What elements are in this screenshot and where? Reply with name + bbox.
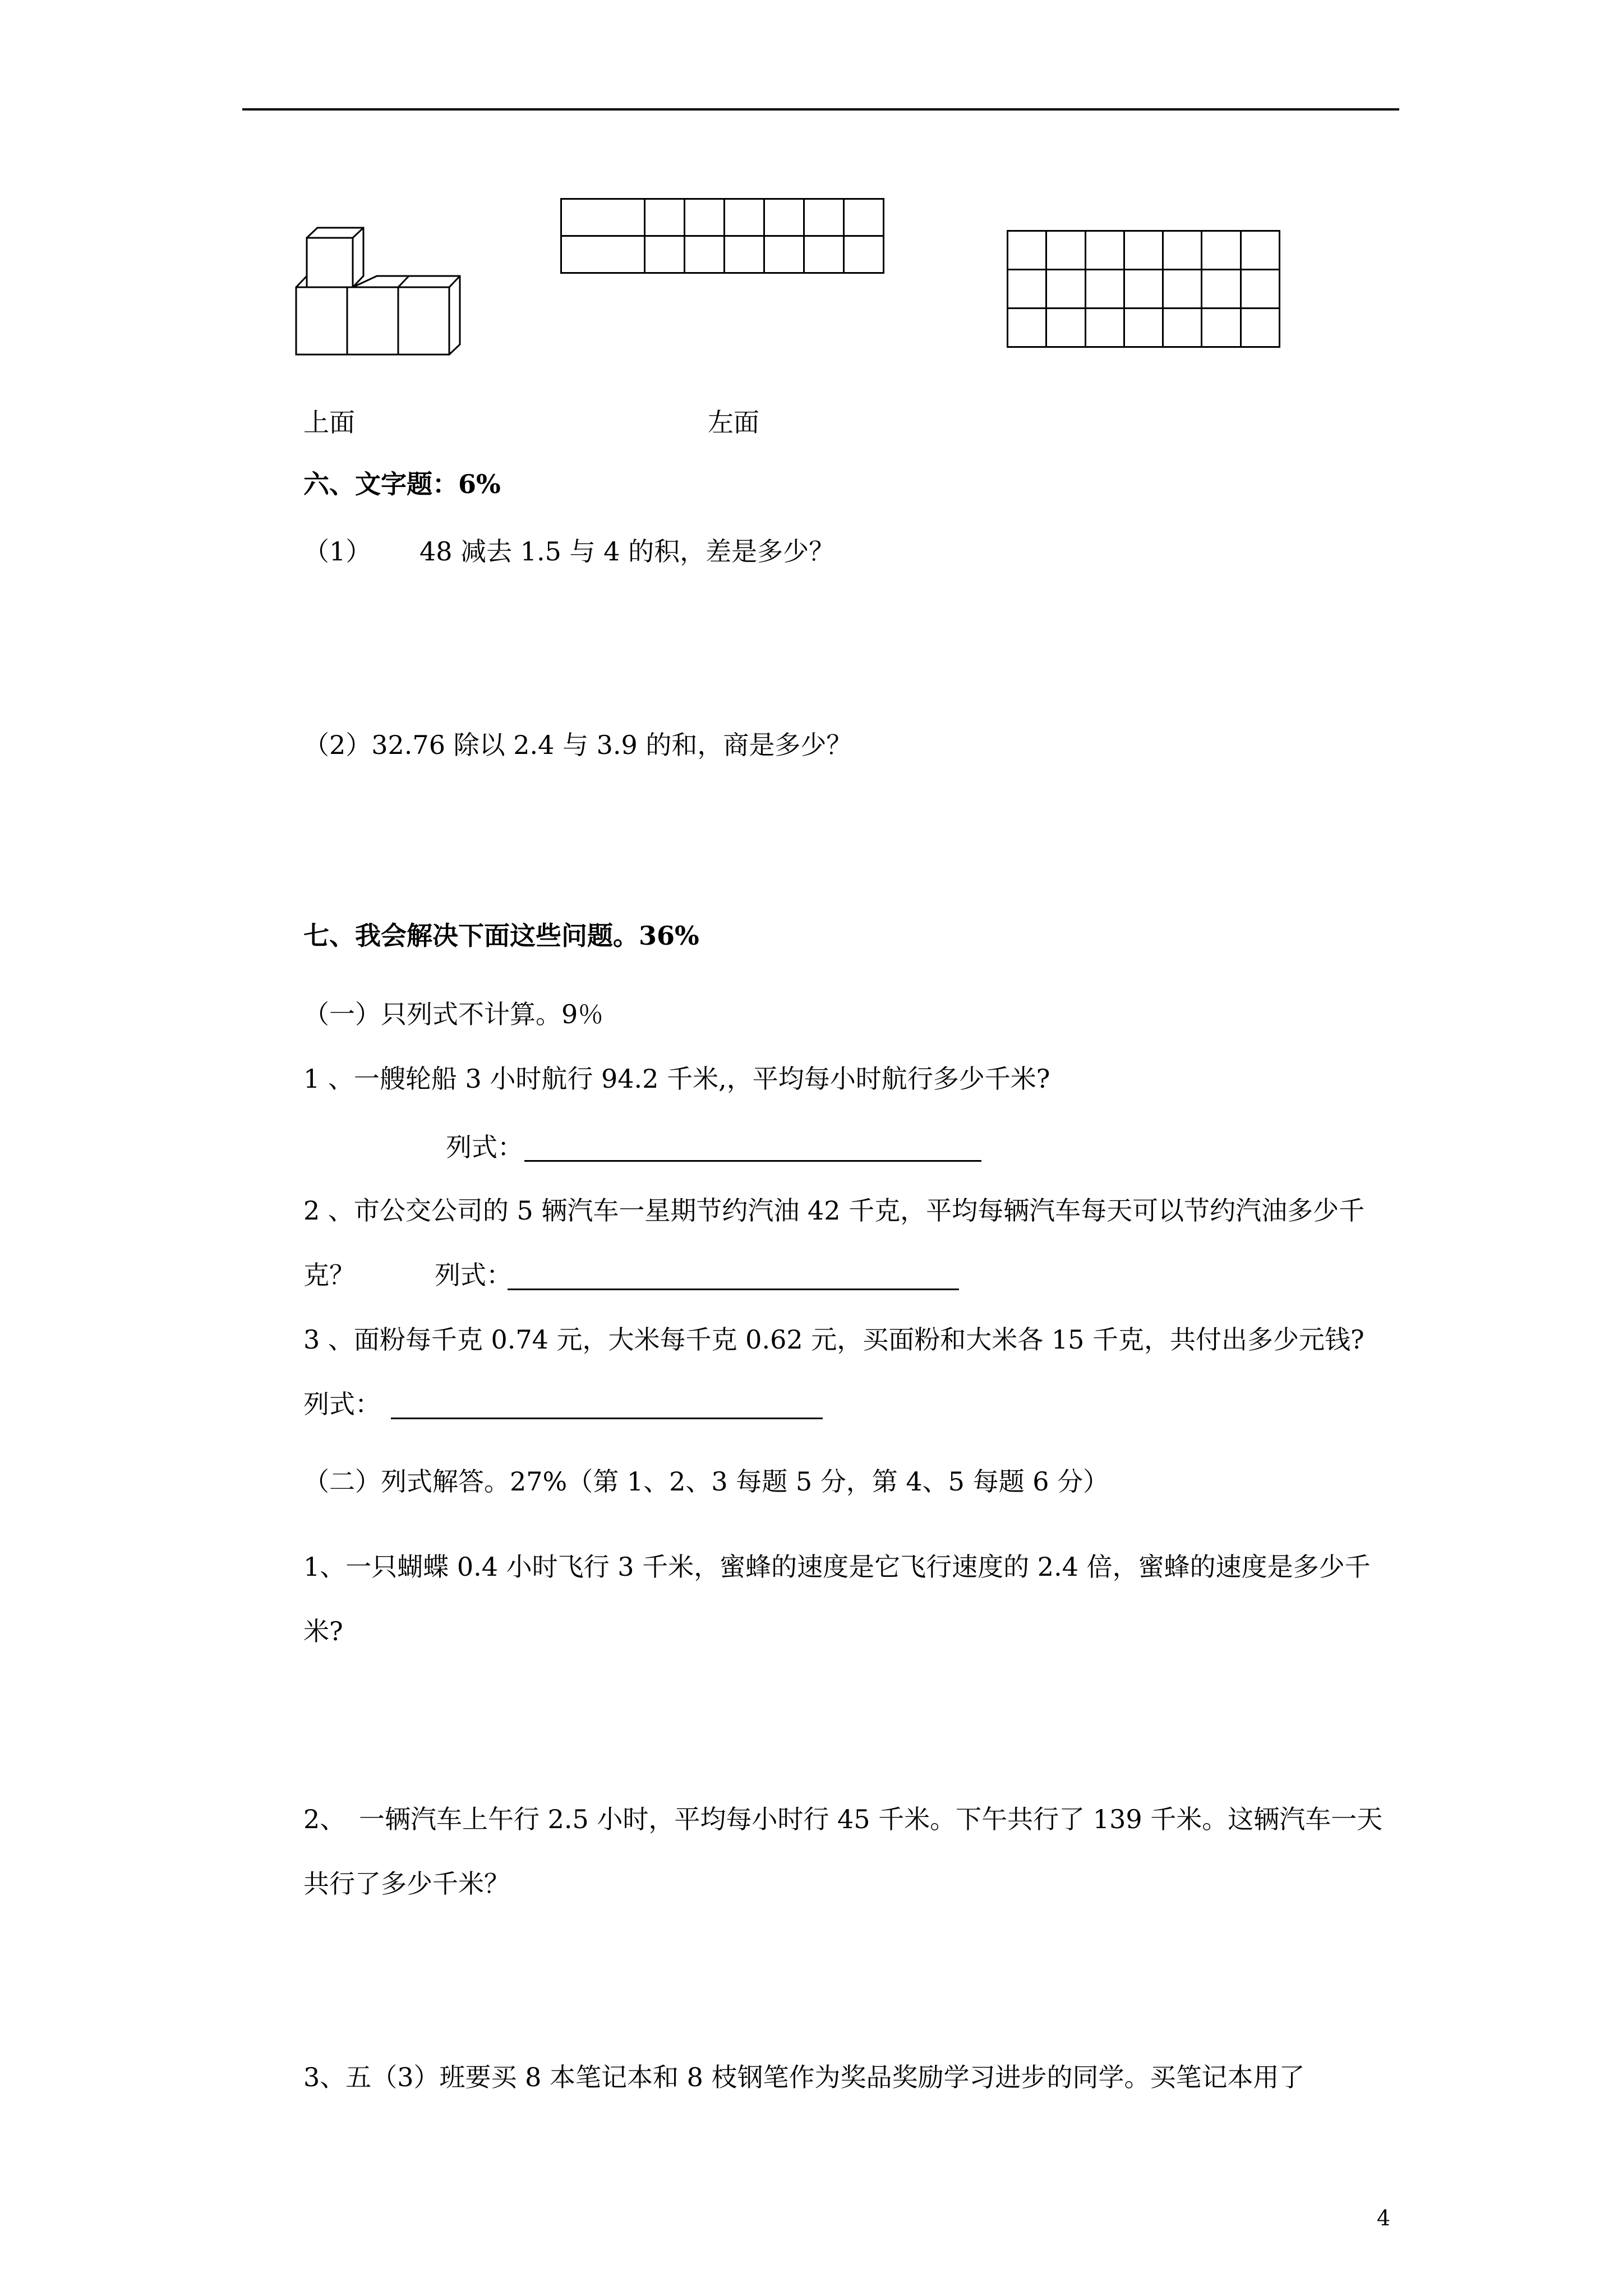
part1-q3-answer-line[interactable]: [391, 1395, 823, 1419]
part1-q2-line2: 克？: [303, 1260, 355, 1290]
sec6-q1-number: （1）: [303, 536, 372, 567]
part1-q3-formula-label: 列式：: [303, 1389, 381, 1419]
part2-q2-number: 2、: [303, 1804, 346, 1834]
left-view-label: 左面: [708, 407, 759, 438]
sec6-q1-text: 48 减去 1.5 与 4 的积，差是多少？: [419, 536, 835, 567]
top-view-label: 上面: [303, 407, 355, 438]
page-number: 4: [1377, 2206, 1391, 2230]
section6-title: 六、文字题：6%: [303, 469, 501, 499]
part1-q3-line1: 3 、面粉每千克 0.74 元，大米每千克 0.62 元，买面粉和大米各 15 千克，共付出多少元钱?: [303, 1324, 1364, 1355]
part1-q1-formula-label: 列式：: [446, 1132, 523, 1162]
header-rule: [242, 108, 1399, 111]
part2-title: （二）列式解答。27%（第 1、2、3 每题 5 分，第 4、5 每题 6 分）: [303, 1466, 1109, 1497]
sec6-q2-text: （2）32.76 除以 2.4 与 3.9 的和，商是多少？: [303, 730, 852, 760]
section7-title: 七、我会解决下面这些问题。36%: [303, 921, 699, 951]
part1-q2-formula-label: 列式：: [435, 1260, 512, 1290]
view-grid-1: [560, 198, 884, 274]
part1-q1-answer-line[interactable]: [524, 1138, 981, 1162]
cube-figure: [292, 224, 471, 359]
view-grid-2: [1007, 230, 1280, 348]
part1-q2-answer-line[interactable]: [508, 1266, 959, 1290]
part2-q2-line2: 共行了多少千米？: [303, 1869, 510, 1899]
part2-q3-line1: 3、五（3）班要买 8 本笔记本和 8 枝钢笔作为奖品奖励学习进步的同学。买笔记本用了: [303, 2062, 1305, 2092]
part2-q2-line1: 一辆汽车上午行 2.5 小时，平均每小时行 45 千米。下午共行了 139 千米。这辆汽车一天: [359, 1804, 1383, 1834]
part1-q1: 1 、一艘轮船 3 小时航行 94.2 千米,，平均每小时航行多少千米?: [303, 1064, 1050, 1094]
part1-title: （一）只列式不计算。9％: [303, 999, 604, 1029]
part2-q1-line2: 米?: [303, 1616, 343, 1646]
part1-q2-line1: 2 、市公交公司的 5 辆汽车一星期节约汽油 42 千克，平均每辆汽车每天可以节约汽油多少千: [303, 1195, 1365, 1226]
part2-q1-line1: 1、一只蝴蝶 0.4 小时飞行 3 千米，蜜蜂的速度是它飞行速度的 2.4 倍，蜜蜂的速度是多少千: [303, 1552, 1371, 1582]
